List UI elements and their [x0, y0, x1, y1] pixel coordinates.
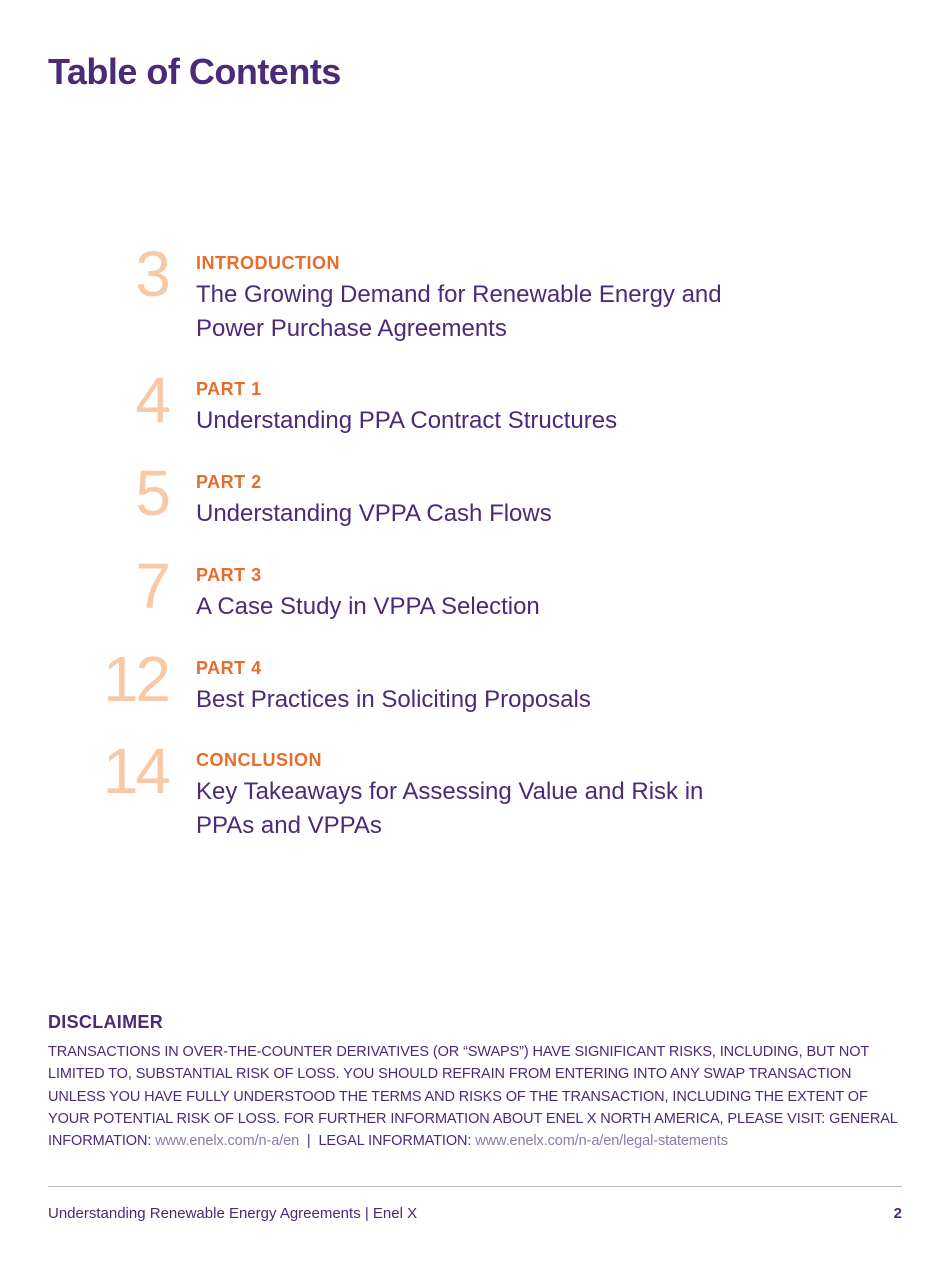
toc-section-label: CONCLUSION — [196, 750, 322, 770]
toc-section-title[interactable]: The Growing Demand for Renewable Energy and Power Purchase Agreements — [196, 281, 722, 342]
toc-page-number: 3 — [135, 238, 168, 310]
toc-section-label: PART 4 — [196, 658, 262, 678]
toc-section-label: PART 2 — [196, 472, 262, 492]
disclaimer — [48, 1011, 908, 1152]
toc-section-label: PART 3 — [196, 565, 262, 585]
legal-info-link[interactable]: www.enelx.com/n-a/en/legal-statements — [475, 1133, 728, 1150]
general-info-link[interactable]: www.enelx.com/n-a/en — [155, 1133, 300, 1150]
disclaimer-body: TRANSACTIONS IN OVER-THE-COUNTER DERIVATIVES (OR “SWAPS”) HAVE SIGNIFICANT RISKS, INCLUDING, BUT NOT LIMITED TO, SUBSTANTIAL RISK OF LOSS. YOU SHOULD REFRAIN FROM ENTERING INTO ANY SWAP TRANSACTION UNLESS YOU HAVE FULLY UNDERSTOOD THE TERMS AND RISKS OF THE TRANSACTION, INCLUDING THE EXTENT OF YOUR POTENTIAL RISK OF LOSS. FOR FURTHER INFORMATION ABOUT ENEL X NORTH AMERICA, PLEASE VISIT: — [48, 1044, 869, 1127]
footer-document-title: Understanding Renewable Energy Agreements | Enel X — [48, 1205, 418, 1222]
toc-section-label: PART 1 — [196, 379, 262, 399]
toc-section-title[interactable]: Understanding PPA Contract Structures — [196, 407, 618, 434]
toc-section-title[interactable]: Key Takeaways for Assessing Value and Risk in PPAs and VPPAs — [196, 778, 704, 839]
toc-section-label: INTRODUCTION — [196, 253, 340, 273]
toc-section-title[interactable]: Understanding VPPA Cash Flows — [196, 500, 552, 527]
toc-page-number: 7 — [135, 550, 168, 622]
disclaimer-text — [48, 1041, 908, 1152]
general-info-label: GENERAL INFORMATION: — [48, 1110, 898, 1150]
footer-divider — [48, 1186, 902, 1187]
page-title: Table of Contents — [48, 51, 341, 92]
toc-page-number: 14 — [102, 735, 168, 807]
legal-info-label: LEGAL INFORMATION: — [318, 1133, 472, 1150]
toc-section-title[interactable]: Best Practices in Soliciting Proposals — [196, 686, 591, 713]
disclaimer-title: DISCLAIMER — [48, 1012, 163, 1032]
toc-page-number: 12 — [102, 643, 168, 715]
toc-page-number: 5 — [135, 457, 168, 529]
toc-page-number: 4 — [135, 364, 168, 436]
toc-section-title[interactable]: A Case Study in VPPA Selection — [196, 593, 540, 620]
footer-page-number: 2 — [893, 1205, 902, 1222]
link-separator: | — [306, 1133, 311, 1150]
